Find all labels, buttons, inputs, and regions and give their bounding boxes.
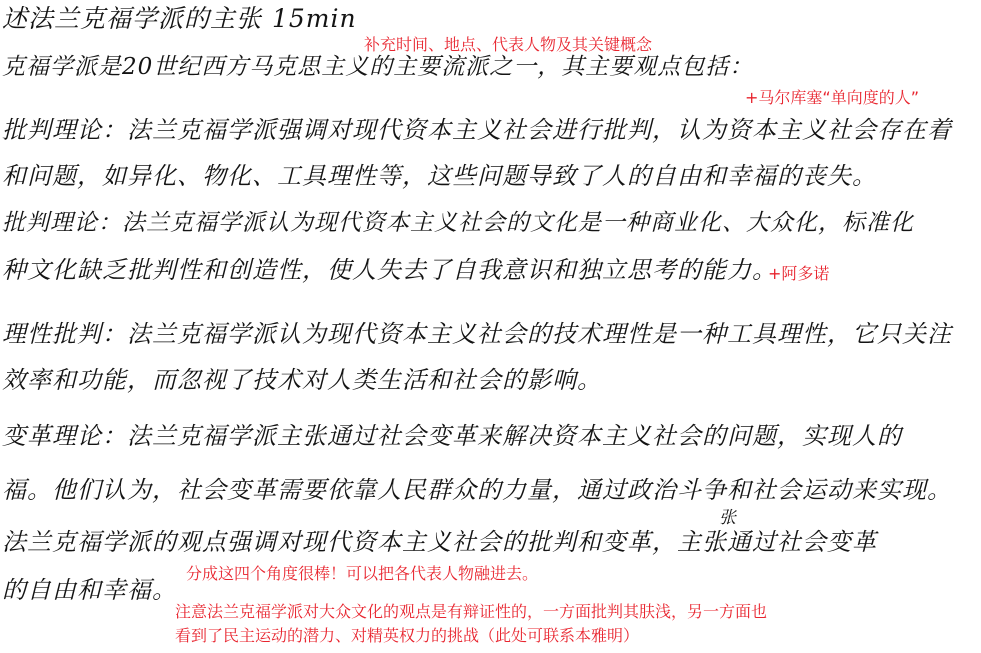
teacher-note-marcuse: +马尔库塞“单向度的人” [745, 88, 919, 107]
essay-line: 批判理论：法兰克福学派强调对现代资本主义社会进行批判，认为资本主义社会存在着 [2, 116, 952, 144]
essay-line: 克福学派是20世纪西方马克思主义的主要流派之一，其主要观点包括： [2, 54, 754, 80]
essay-line: 理性批判：法兰克福学派认为现代资本主义社会的技术理性是一种工具理性，它只关注 [2, 320, 952, 348]
essay-line: 批判理论：法兰克福学派认为现代资本主义社会的文化是一种商业化、大众化，标准化 [2, 210, 914, 236]
essay-line: 变革理论：法兰克福学派主张通过社会变革来解决资本主义社会的问题，实现人的 [2, 422, 902, 450]
essay-title: 述法兰克福学派的主张 [2, 4, 263, 33]
essay-line: 和问题，如异化、物化、工具理性等，这些问题导致了人的自由和幸福的丧失。 [2, 162, 877, 190]
teacher-note-benjamin: 看到了民主运动的潜力、对精英权力的挑战（此处可联系本雅明） [175, 626, 640, 645]
time-limit: 15min [272, 4, 357, 33]
essay-line: 法兰克福学派的观点强调对现代资本主义社会的批判和变革，主张通过社会变革 [2, 528, 877, 556]
essay-line: 效率和功能，而忽视了技术对人类生活和社会的影响。 [2, 366, 602, 394]
teacher-note-praise: 分成这四个角度很棒！可以把各代表人物融进去。 [186, 564, 539, 583]
teacher-note-adorno: +阿多诺 [768, 264, 830, 283]
inserted-character: 张 [719, 508, 737, 528]
essay-line: 的自由和幸福。 [2, 576, 177, 604]
essay-line: 种文化缺乏批判性和创造性，使人失去了自我意识和独立思考的能力。 [2, 256, 777, 284]
teacher-note-supplement: 补充时间、地点、代表人物及其关键概念 [364, 35, 653, 54]
essay-line: 福。他们认为，社会变革需要依靠人民群众的力量，通过政治斗争和社会运动来实现。 [2, 476, 952, 504]
teacher-note-dialectic: 注意法兰克福学派对大众文化的观点是有辩证性的，一方面批判其肤浅，另一方面也 [175, 602, 768, 621]
